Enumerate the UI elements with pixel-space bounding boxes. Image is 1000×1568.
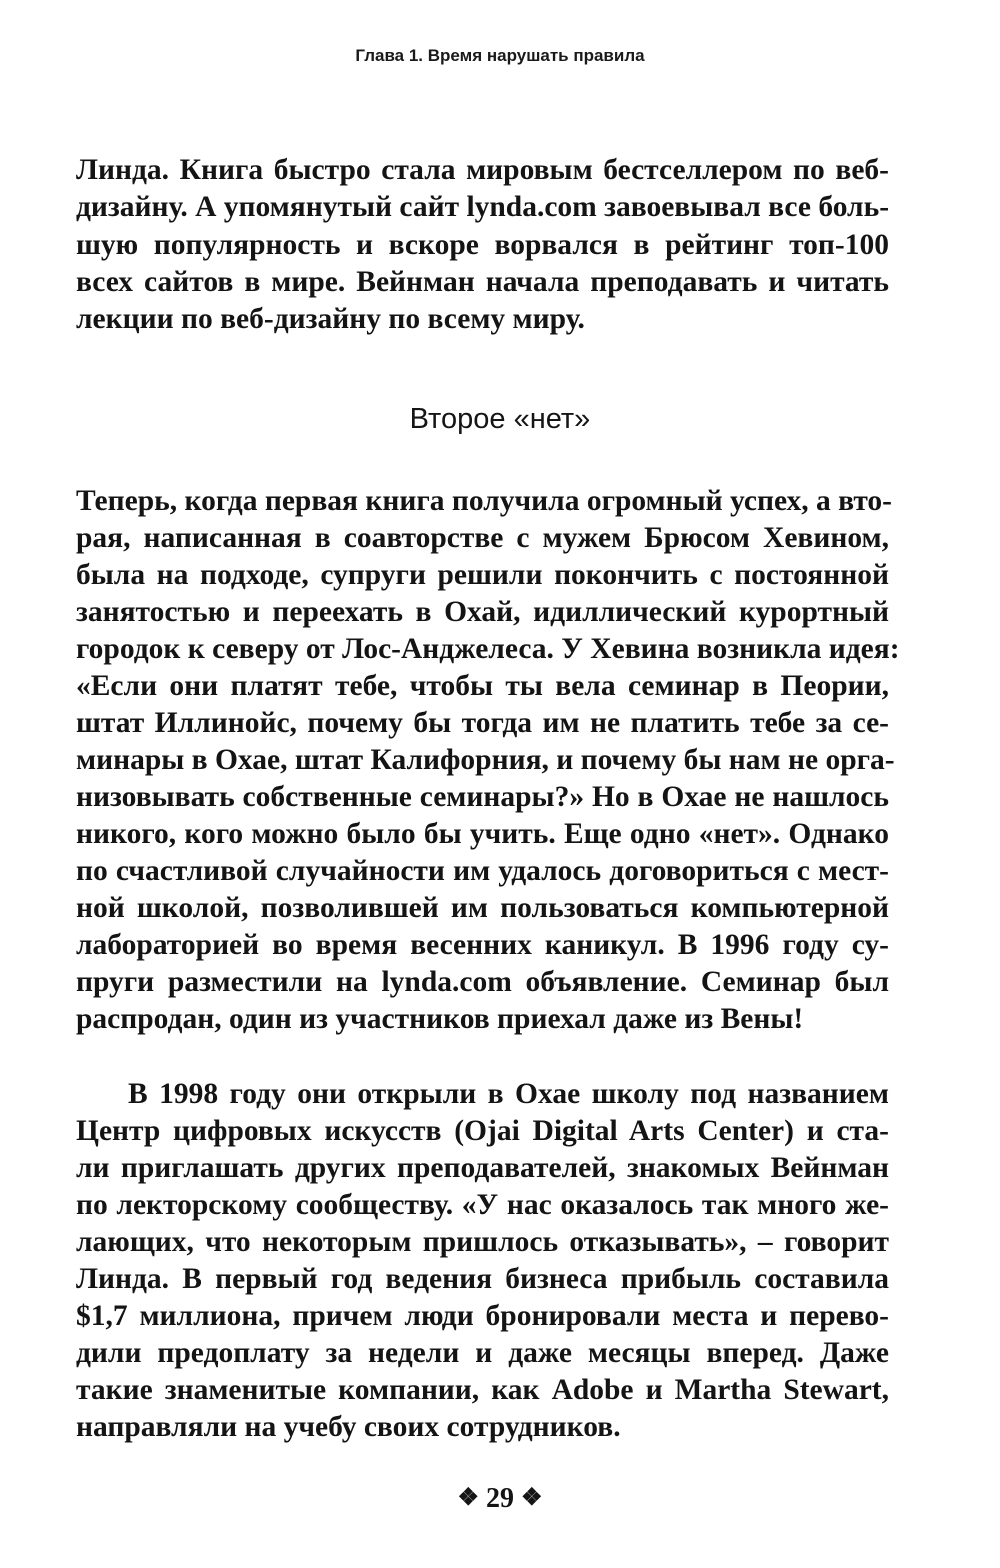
text-line: Линда. В первый год ведения бизнеса прибыль составила [76,1263,889,1295]
text-line: пруги разместили на lynda.com объявление. Семинар был [76,966,889,998]
section-heading: Второе «нет» [409,403,591,435]
text-line: по счастливой случайности им удалось договориться с мест- [76,855,889,887]
diamond-ornament-icon: ❖ [521,1485,543,1511]
page-number: 29 [486,1483,514,1514]
text-line: В 1998 году они открыли в Охае школу под названием [128,1078,889,1110]
text-line: лекции по веб-дизайну по всему миру. [76,303,585,335]
diamond-ornament-icon: ❖ [457,1485,479,1511]
page-number-footer [0,1483,1000,1515]
text-line: низовывать собственные семинары?» Но в Охае не нашлось [76,781,889,813]
text-line: по лекторскому сообществу. «У нас оказалось так много же- [76,1189,889,1221]
text-line: такие знаменитые компании, как Adobe и Martha Stewart, [76,1374,889,1406]
text-line: никого, кого можно было бы учить. Еще одно «нет». Однако [76,818,889,850]
text-line: Центр цифровых искусств (Ojai Digital Arts Center) и ста- [76,1115,889,1147]
text-line: лающих, что некоторым пришлось отказывать», – говорит [76,1226,889,1258]
text-line: занятостью и переехать в Охай, идиллический курортный [76,596,889,628]
text-line: ной школой, позволившей им пользоваться компьютерной [76,892,889,924]
text-line: была на подходе, супруги решили покончить с постоянной [76,559,889,591]
text-line: всех сайтов в мире. Вейнман начала преподавать и читать [76,266,889,298]
text-line: штат Иллинойс, почему бы тогда им не платить тебе за се- [76,707,889,739]
text-line: дизайну. А упомянутый сайт lynda.com завоевывал все боль- [76,191,890,223]
text-line: шую популярность и вскоре ворвался в рейтинг топ-100 [76,229,889,261]
text-line: дили предоплату за недели и даже месяцы вперед. Даже [76,1337,889,1369]
text-line: ли приглашать других преподавателей, знакомых Вейнман [76,1152,889,1184]
text-line: $1,7 миллиона, причем люди бронировали места и перево- [76,1300,889,1332]
text-line: рая, написанная в соавторстве с мужем Брюсом Хевином, [76,522,889,554]
text-line: лабораторией во время весенних каникул. В 1996 году су- [76,929,889,961]
text-line: распродан, один из участников приехал даже из Вены! [76,1003,804,1035]
text-line: Линда. Книга быстро стала мировым бестселлером по веб- [76,154,889,186]
text-line: направляли на учебу своих сотрудников. [76,1411,621,1443]
text-line: городок к северу от Лос-Анджелеса. У Хевина возникла идея: [76,633,900,665]
text-line: «Если они платят тебе, чтобы ты вела семинар в Пеории, [76,670,889,702]
text-line: минары в Охае, штат Калифорния, и почему бы нам не орга- [76,744,895,776]
text-line: Теперь, когда первая книга получила огромный успех, а вто- [76,485,892,517]
running-head: Глава 1. Время нарушать правила [355,46,645,65]
